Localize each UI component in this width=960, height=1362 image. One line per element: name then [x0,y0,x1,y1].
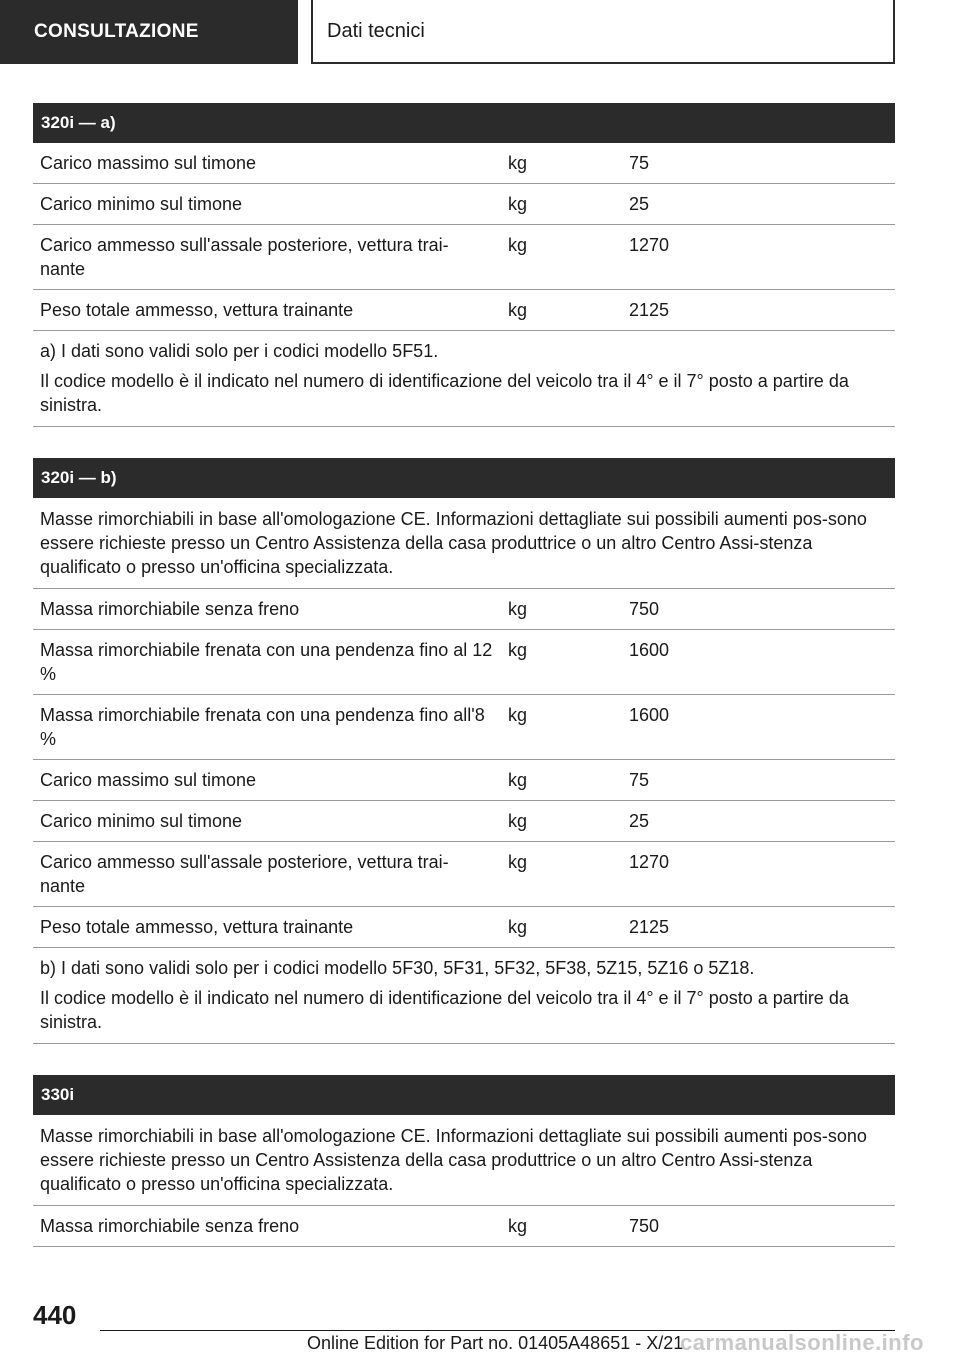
row-value: 25 [629,811,650,831]
row-unit: kg [508,300,528,320]
row-unit: kg [508,1216,528,1236]
row-value: 2125 [629,300,670,320]
row-label: Carico massimo sul timone [40,153,257,173]
row-value: 75 [629,153,650,173]
table-row [33,842,895,907]
row-value: 25 [629,194,650,214]
data-table [33,458,895,1044]
table-footnotes [33,948,895,1044]
page-header [0,0,960,66]
table-row [33,184,895,225]
footnote: Il codice modello è il indicato nel numero di identificazione del veicolo tra il 4° e il 7° posto a partire da sinistra. [40,988,849,1032]
tech-data-tables [33,103,895,1247]
table-row [33,760,895,801]
row-label: Massa rimorchiabile senza freno [40,599,300,619]
row-unit: kg [508,235,528,255]
table-row [33,695,895,760]
table-row [33,1206,895,1247]
row-unit: kg [508,705,528,725]
section-tab: CONSULTAZIONE [0,0,298,64]
table-title: 330i [33,1075,895,1115]
row-value: 1270 [629,235,670,255]
row-value: 750 [629,1216,660,1236]
row-label: Carico massimo sul timone [40,770,257,790]
row-unit: kg [508,599,528,619]
row-label: Massa rimorchiabile senza freno [40,1216,300,1236]
row-unit: kg [508,153,528,173]
table-row [33,143,895,184]
data-table [33,103,895,427]
row-value: 2125 [629,917,670,937]
row-value: 1600 [629,640,670,660]
table-intro: Masse rimorchiabili in base all'omologazione CE. Informazioni dettagliate sui possibili aumenti pos-sono essere richieste presso un Centro Assistenza della casa produttrice o un altro Centro Assi-stenza qualificato o presso un'officina specializzata. [33,498,895,589]
row-value: 75 [629,770,650,790]
edition-note: Online Edition for Part no. 01405A48651 - X/21 [307,1333,684,1353]
table-row [33,907,895,948]
watermark: carmanualsonline.info [680,1330,924,1355]
row-label: Carico ammesso sull'assale posteriore, vettura trai-nante [40,235,449,279]
page-number: 440 [33,1300,77,1330]
table-row [33,290,895,331]
footnote: b) I dati sono validi solo per i codici modello 5F30, 5F31, 5F32, 5F38, 5Z15, 5Z16 o 5Z18. [40,958,755,978]
table-title: 320i — b) [33,458,895,498]
row-unit: kg [508,852,528,872]
row-value: 1270 [629,852,670,872]
table-footnotes [33,331,895,427]
row-unit: kg [508,640,528,660]
row-label: Peso totale ammesso, vettura trainante [40,300,354,320]
footnote: Il codice modello è il indicato nel numero di identificazione del veicolo tra il 4° e il 7° posto a partire da sinistra. [40,371,849,415]
data-table [33,1075,895,1247]
table-row [33,589,895,630]
row-label: Peso totale ammesso, vettura trainante [40,917,354,937]
row-unit: kg [508,811,528,831]
table-title: 320i — a) [33,103,895,143]
footnote: a) I dati sono validi solo per i codici modello 5F51. [40,341,439,361]
row-value: 750 [629,599,660,619]
table-row [33,225,895,290]
row-label: Massa rimorchiabile frenata con una pendenza fino al 12 % [40,640,493,684]
row-unit: kg [508,770,528,790]
row-unit: kg [508,194,528,214]
row-label: Carico ammesso sull'assale posteriore, vettura trai-nante [40,852,449,896]
row-value: 1600 [629,705,670,725]
table-intro: Masse rimorchiabili in base all'omologazione CE. Informazioni dettagliate sui possibili aumenti pos-sono essere richieste presso un Centro Assistenza della casa produttrice o un altro Centro Assi-stenza qualificato o presso un'officina specializzata. [33,1115,895,1206]
row-label: Massa rimorchiabile frenata con una pendenza fino all'8 % [40,705,485,749]
chapter-title: Dati tecnici [311,0,895,64]
row-label: Carico minimo sul timone [40,811,243,831]
table-row [33,801,895,842]
row-label: Carico minimo sul timone [40,194,243,214]
table-row [33,630,895,695]
row-unit: kg [508,917,528,937]
